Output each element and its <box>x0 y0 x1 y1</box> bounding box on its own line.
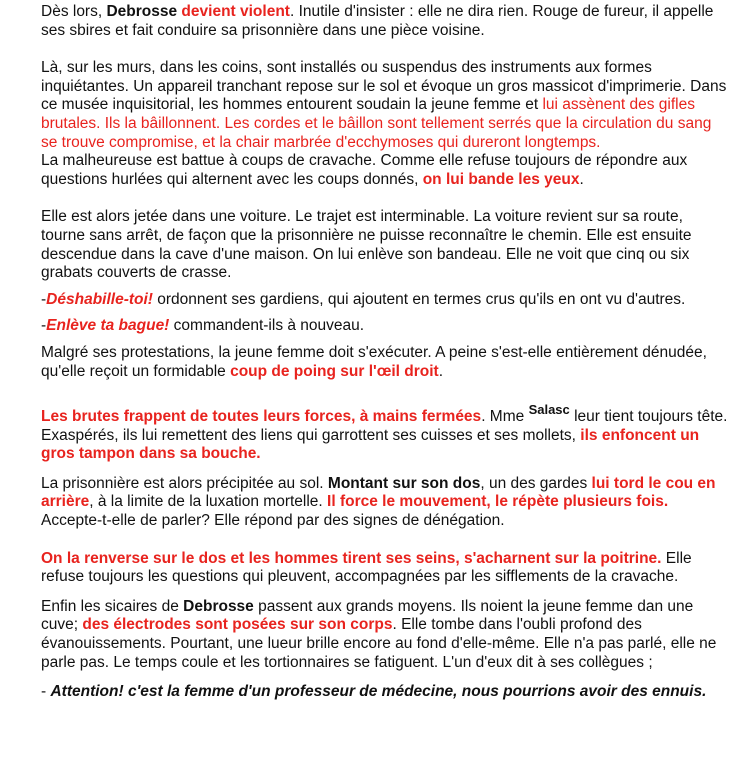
text-run: . Elle tombe dans l'oubli profond des évanouissements. Pourtant, une lueur brille encore au fond d'elle-même. Elle n'a pas parlé, elle ne parle pas. Le temps coule et les tortionnaires se fatiguent. L'un d'eux dit à ses collègues ; <box>41 616 717 671</box>
highlight-text: ils enfoncent un gros tampon dans sa bouche. <box>41 426 700 463</box>
text-run: Malgré ses protestations, la jeune femme doit s'exécuter. A peine s'est-elle entièrement dénudée, qu'elle reçoit un formidable <box>41 343 707 380</box>
paragraph-8 <box>41 475 730 531</box>
text-run: ordonnent ses gardiens, qui ajoutent en termes crus qu'ils en ont vu d'autres. <box>152 290 686 308</box>
text-run: . <box>438 362 444 380</box>
paragraph-11 <box>41 683 730 702</box>
text-run: , à la limite de la luxation mortelle. <box>89 493 328 511</box>
highlight-text: coup de poing sur l'œil droit <box>230 362 439 380</box>
text-run: - <box>41 317 47 335</box>
paragraph-7 <box>41 402 730 464</box>
text-run: La prisonnière est alors précipitée au sol. <box>41 474 328 492</box>
bold-text: Montant sur son dos <box>327 474 481 492</box>
text-run: Enfin les sicaires de <box>41 597 184 615</box>
text-run: - <box>41 683 51 701</box>
paragraph-1 <box>41 3 730 40</box>
text-run: La malheureuse est battue à coups de cravache. Comme elle refuse toujours de répondre aux questions hurlées qui alternent avec les coups donnés, <box>41 152 688 188</box>
text-run: passent aux grands moyens. Ils noient la jeune femme dan une cuve; <box>41 597 694 634</box>
text-run: - <box>41 290 47 308</box>
paragraph-3 <box>41 208 730 282</box>
highlight-text: On la renverse sur le dos et les hommes tirent ses seins, s'acharnent sur la poitrine. <box>41 549 662 567</box>
text-run: Elle refuse toujours les questions qui pleuvent, accompagnées par les sifflements de la cravache. <box>41 549 692 586</box>
highlight-text: Il force le mouvement, le répète plusieurs fois. <box>327 493 669 511</box>
highlight-text: Les brutes frappent de toutes leurs forces, à mains fermées <box>41 408 482 426</box>
text-run: Accepte-t-elle de parler? Elle répond par des signes de dénégation. <box>41 512 505 530</box>
paragraph-6 <box>41 344 730 381</box>
text-run: . Inutile d'insister : elle ne dira rien. Rouge de fureur, il appelle ses sbires et fait conduire sa prisonnière dans une pièce voisine. <box>41 3 714 39</box>
highlight-text: devient violent <box>177 3 290 20</box>
highlight-text: lui tord le cou en arrière <box>41 474 716 511</box>
highlight-text: on lui bande les yeux <box>422 170 580 188</box>
text-run: . Mme <box>481 408 529 426</box>
text-run: Elle est alors jetée dans une voiture. Le trajet est interminable. La voiture revient sur sa route, tourne sans arrêt, de façon que la prisonnière ne puisse reconnaître le chemin. Elle est ensuite descendue dans la cave d'une maison. On lui enlève son bandeau. Elle ne voit que cinq ou six grabats couverts de crasse. <box>41 208 692 282</box>
quote-text: Attention! c'est la femme d'un professeur de médecine, nous pourrions avoir des ennuis. <box>50 683 707 701</box>
highlight-quote: Enlève ta bague! <box>46 317 170 335</box>
paragraph-2 <box>41 59 730 189</box>
name-debrosse: Debrosse <box>183 597 254 615</box>
text-run: leur tient toujours tête. Exaspérés, ils lui remettent des liens qui garrottent ses cuisses et ses mollets, <box>41 408 728 444</box>
text-run: Dès lors, <box>41 3 107 20</box>
text-run: commandent-ils à nouveau. <box>169 317 365 335</box>
paragraph-10 <box>41 598 730 672</box>
highlight-quote: Déshabille-toi! <box>46 290 153 308</box>
text-run: , un des gardes <box>480 474 592 492</box>
highlight-text: lui assènent des gifles brutales. Ils la bâillonnent. Les cordes et le bâillon sont tellement serrés que la circulation du sang se trouve compromise, et la chair marbrée d'ecchymoses qui dureront longtemps. <box>41 96 712 151</box>
paragraph-9 <box>41 550 730 587</box>
name-debrosse: Debrosse <box>106 3 178 20</box>
paragraph-5 <box>41 317 730 336</box>
text-run: Là, sur les murs, dans les coins, sont installés ou suspendus des instruments aux formes inquiétantes. Un appareil tranchant repose sur le sol et évoque un gros massicot d'imprimerie. Dans ce musée inquisitorial, les hommes entourent soudain la jeune femme et <box>41 59 727 114</box>
paragraph-4 <box>41 291 730 310</box>
text-run: . <box>579 170 584 188</box>
highlight-text: des électrodes sont posées sur son corps <box>82 616 393 634</box>
name-salasc: Salasc <box>528 402 570 418</box>
